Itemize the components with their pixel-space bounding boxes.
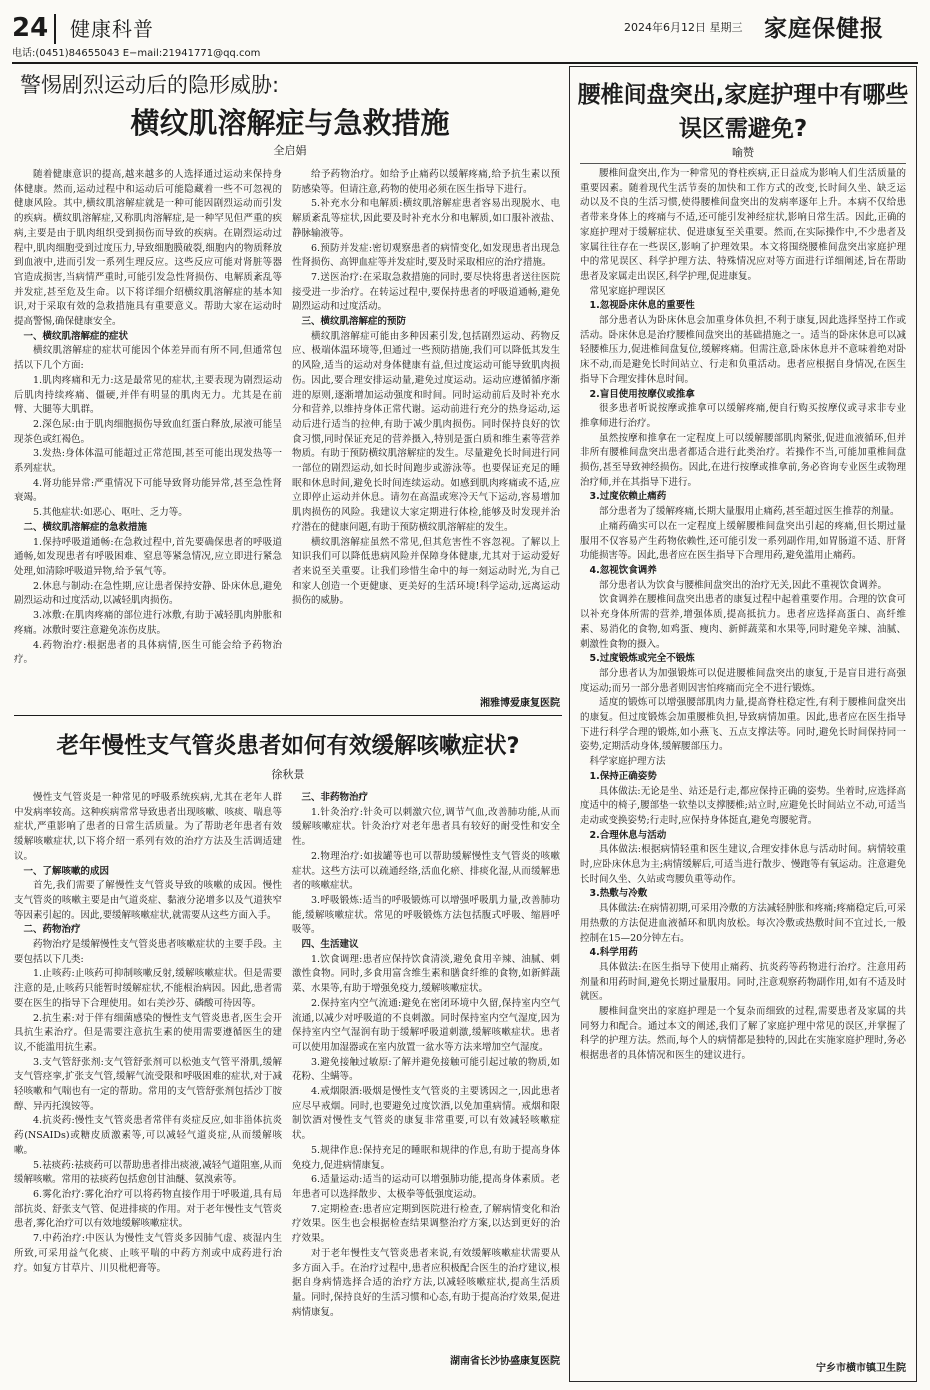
paragraph: 随着健康意识的提高,越来越多的人选择通过运动来保持身体健康。然而,运动过程中和运动后可能隐藏着一些不可忽视的健康风险。其中,横纹肌溶解症就是一种可能因剧烈运动而引发的疾病。横纹肌溶解症,又称肌肉溶解症,是一种罕见但严重的疾病,主要是由于肌肉组织受到损伤而导致的疾病。在剧烈运动过程中,肌肉细胞受到过度压力,导致细胞膜破裂,细胞内的物质释放到血液中,进而引发一系列生理反应。这些反应可能对肾脏等器官造成损害,当病情严重时,可能引发急性肾损伤、电解质紊乱等并发症,甚至危及生命。以下将详细介绍横纹肌溶解症的基本知识,对于采取有效的急救措施具有重要意义。帮助大家在运动时提高警惕,确保健康安全。 <box>14 169 282 328</box>
article1-author: 全启娟 <box>273 144 307 157</box>
paragraph: 6.适量运动:适当的运动可以增强肺功能,提高身体素质。老年患者可以选择散步、太极拳等低强度运动。 <box>292 1174 560 1200</box>
article3-title: 腰椎间盘突出,家庭护理中有哪些误区需避免? <box>577 82 909 142</box>
paragraph: 1.保持呼吸道通畅:在急救过程中,首先要确保患者的呼吸道通畅,如发现患者有呼吸困难、窒息等紧急情况,应立即进行紧急处理,如清除呼吸道异物,给予氧气等。 <box>14 536 282 577</box>
section-name: 健康科普 <box>70 17 154 41</box>
paper-name: 家庭保健报 <box>764 16 884 42</box>
section-heading: 2.合理休息与活动 <box>589 829 667 841</box>
paragraph: 1.止咳药:止咳药可抑制咳嗽反射,缓解咳嗽症状。但是需要注意的是,止咳药只能暂时缓解症状,不能根治病因。因此,患者需要在医生的指导下合理使用。如右美沙芬、磷酸可待因等。 <box>14 968 282 1009</box>
paragraph: 饮食调养在腰椎间盘突出患者的康复过程中起着重要作用。合理的饮食可以补充身体所需的营养,增强体质,提高抵抗力。患者应选择高蛋白、高纤维素、易消化的食物,如鸡蛋、瘦肉、新鲜蔬菜和水果等,同时避免辛辣、油腻、刺激性食物的摄入。 <box>580 594 906 650</box>
masthead-divider <box>54 14 56 44</box>
paragraph: 5.规律作息:保持充足的睡眠和规律的作息,有助于提高身体免疫力,促进病情康复。 <box>292 1144 560 1171</box>
section-heading: 二、药物治疗 <box>23 924 81 936</box>
paragraph: 1.饮食调理:患者应保持饮食清淡,避免食用辛辣、油腻、刺激性食物。同时,多食用富含维生素和膳食纤维的食物,如新鲜蔬菜、水果等,有助于增强免疫力,缓解咳嗽症状。 <box>292 953 560 995</box>
paragraph: 6.预防并发症:密切观察患者的病情变化,如发现患者出现急性肾损伤、高钾血症等并发症时,要及时采取相应的治疗措施。 <box>292 242 560 269</box>
paragraph: 6.雾化治疗:雾化治疗可以将药物直接作用于呼吸道,具有局部抗炎、舒张支气管、促进排痰的作用。对于老年慢性支气管炎患者,雾化治疗可以有效地缓解咳嗽症状。 <box>14 1188 282 1230</box>
paragraph: 首先,我们需要了解慢性支气管炎导致的咳嗽的成因。慢性支气管炎的咳嗽主要是由气道炎症、黏液分泌增多以及气道狭窄等因素引起的。因此,要缓解咳嗽症状,就需要从这些方面入手。 <box>14 880 282 921</box>
paragraph: 常见家庭护理误区 <box>589 285 666 297</box>
paragraph: 4.抗炎药:慢性支气管炎患者常伴有炎症反应,如非甾体抗炎药(NSAIDs)或糖皮质激素等,可以减轻气道炎症,从而缓解咳嗽。 <box>14 1115 282 1156</box>
paragraph: 3.呼吸锻炼:适当的呼吸锻炼可以增强呼吸肌力量,改善肺功能,缓解咳嗽症状。常见的呼吸锻炼方法包括腹式呼吸、缩唇呼吸等。 <box>292 894 560 936</box>
paragraph: 2.保持室内空气流通:避免在密闭环境中久留,保持室内空气流通,以减少对呼吸道的不良刺激。同时保持室内空气湿度,因为保持室内空气湿润有助于缓解呼吸道刺激,缓解咳嗽症状。患者可以使用加湿器或在室内放置一盆水等方法来增加空气湿度。 <box>292 997 560 1053</box>
paragraph: 7.中药治疗:中医认为慢性支气管炎多因肺气虚、痰湿内生所致,可采用益气化痰、止咳平喘的中药方剂或中成药进行治疗。如复方甘草片、川贝枇杷膏等。 <box>14 1233 282 1274</box>
article2-author: 徐秋景 <box>271 768 305 781</box>
section-heading: 1.保持正确姿势 <box>589 770 657 782</box>
paragraph: 横纹肌溶解症的症状可能因个体差异而有所不同,但通常包括以下几个方面: <box>14 345 282 372</box>
section-heading: 3.热敷与冷敷 <box>589 888 648 900</box>
article1-column-2 <box>292 168 560 708</box>
paragraph: 4.药物治疗:根据患者的具体病情,医生可能会给予药物治疗。 <box>14 639 282 666</box>
article1-title: 横纹肌溶解症与急救措施 <box>130 106 450 140</box>
paragraph: 7.定期检查:患者应定期到医院进行检查,了解病情变化和治疗效果。医生也会根据检查结果调整治疗方案,以达到更好的治疗效果。 <box>292 1203 560 1245</box>
section-heading: 2.盲目使用按摩仪或推拿 <box>589 388 695 400</box>
article1-kicker: 警惕剧烈运动后的隐形威胁: <box>20 73 280 97</box>
paragraph: 部分患者认为饮食与腰椎间盘突出的治疗无关,因此不重视饮食调养。 <box>599 579 888 591</box>
paragraph: 腰椎间盘突出的家庭护理是一个复杂而细致的过程,需要患者及家属的共同努力和配合。通过本文的阐述,我们了解了家庭护理中常见的误区,并掌握了科学的护理方法。然而,每个人的病情都是独特的,因此在实施家庭护理时,务必根据患者的具体情况和医生的建议进行。 <box>580 1006 906 1062</box>
paragraph: 具体做法:无论是坐、站还是行走,都应保持正确的姿势。坐着时,应选择高度适中的椅子,腰部垫一软垫以支撑腰椎;站立时,应避免长时间站立不动,可适当走动或变换姿势;行走时,应保持身体挺直,避免弯腰驼背。 <box>580 785 906 826</box>
paragraph: 7.送医治疗:在采取急救措施的同时,要尽快将患者送往医院接受进一步治疗。在转运过程中,要保持患者的呼吸道通畅,避免剧烈运动和过度活动。 <box>292 271 560 313</box>
page-number: 24 <box>12 13 49 43</box>
paragraph: 给予药物治疗。如给予止痛药以缓解疼痛,给予抗生素以预防感染等。但请注意,药物的使用必须在医生指导下进行。 <box>292 169 560 195</box>
paragraph: 具体做法:在医生指导下使用止痛药、抗炎药等药物进行治疗。注意用药剂量和用药时间,避免长期过量服用。同时,注意观察药物副作用,如有不适及时就医。 <box>580 961 906 1003</box>
article2-source: 湖南省长沙协盛康复医院 <box>450 1356 560 1367</box>
paragraph: 具体做法:在病情初期,可采用冷敷的方法减轻肿胀和疼痛;疼痛稳定后,可采用热敷的方法促进血液循环和肌肉放松。每次冷敷或热敷时间不宜过长,一般控制在15—20分钟左右。 <box>580 903 906 944</box>
paragraph: 药物治疗是缓解慢性支气管炎患者咳嗽症状的主要手段。主要包括以下几类: <box>14 939 282 965</box>
section-heading: 3.过度依赖止痛药 <box>589 491 667 503</box>
article2-column-1 <box>14 791 282 1373</box>
issue-date: 2024年6月12日 星期三 <box>624 21 743 34</box>
paragraph: 5.祛痰药:祛痰药可以帮助患者排出痰液,减轻气道阻塞,从而缓解咳嗽。常用的祛痰药包括愈创甘油醚、氨溴索等。 <box>14 1159 282 1186</box>
paragraph: 部分患者认为加强锻炼可以促进腰椎间盘突出的康复,于是盲目进行高强度运动;而另一部分患者则因害怕疼痛而完全不进行锻炼。 <box>580 667 906 694</box>
article3-body <box>580 167 906 1360</box>
paragraph: 1.肌肉疼痛和无力:这是最常见的症状,主要表现为剧烈运动后肌肉持续疼痛、僵硬,并伴有明显的肌肉无力。尤其是在前臂、大腿等大肌群。 <box>14 374 282 416</box>
article2-title: 老年慢性支气管炎患者如何有效缓解咳嗽症状? <box>56 733 520 759</box>
section-heading: 一、横纹肌溶解症的症状 <box>23 330 129 342</box>
paragraph: 3.冰敷:在肌肉疼痛的部位进行冰敷,有助于减轻肌肉肿胀和疼痛。冰敷时要注意避免冻伤皮肤。 <box>14 610 282 636</box>
paragraph: 适度的锻炼可以增强腰部肌肉力量,提高脊柱稳定性,有利于腰椎间盘突出的康复。但过度锻炼会加重腰椎负担,导致病情加重。因此,患者应在医生指导下进行科学合理的锻炼,如小燕飞、五点支撑法等。同时,避免长时间保持同一姿势,定期活动身体,缓解腰部压力。 <box>580 697 906 753</box>
paragraph: 2.休息与制动:在急性期,应让患者保持安静、卧床休息,避免剧烈运动和过度活动,以减轻肌肉损伤。 <box>14 580 282 607</box>
article-divider <box>14 715 562 716</box>
section-heading: 4.科学用药 <box>589 947 638 959</box>
section-heading: 二、横纹肌溶解症的急救措施 <box>23 521 148 533</box>
paragraph: 5.其他症状:如恶心、呕吐、乏力等。 <box>33 507 188 519</box>
paragraph: 1.针灸治疗:针灸可以刺激穴位,调节气血,改善肺功能,从而缓解咳嗽症状。针灸治疗对老年患者具有较好的耐受性和安全性。 <box>292 806 560 848</box>
section-heading: 一、了解咳嗽的成因 <box>23 865 110 877</box>
paragraph: 腰椎间盘突出,作为一种常见的脊柱疾病,正日益成为影响人们生活质量的重要因素。随着现代生活节奏的加快和工作方式的改变,长时间久坐、缺乏运动以及不良的生活习惯,使得腰椎间盘突出的发病率逐年上升。本病不仅给患者带来身体上的疼痛与不适,还可能引发神经症状,影响日常生活。因此,正确的家庭护理对于缓解症状、促进康复至关重要。然而,在实际操作中,不少患者及家属往往存在一些误区,影响了护理效果。本文将围绕腰椎间盘突出家庭护理中的常见误区、科学护理方法、特殊情况应对等方面进行详细阐述,旨在帮助患者及家属走出误区,科学护理,促进康复。 <box>580 168 906 282</box>
section-heading: 1.忽视卧床休息的重要性 <box>589 300 695 312</box>
section-heading: 三、横纹肌溶解症的预防 <box>301 316 407 328</box>
section-heading: 4.忽视饮食调养 <box>589 564 657 576</box>
article3-source: 宁乡市横市镇卫生院 <box>816 1363 906 1374</box>
paragraph: 4.戒烟限酒:吸烟是慢性支气管炎的主要诱因之一,因此患者应尽早戒烟。同时,也要避免过度饮酒,以免加重病情。戒烟和限制饮酒对慢性支气管炎的康复非常重要,可以有效减轻咳嗽症状。 <box>292 1086 560 1142</box>
section-heading: 5.过度锻炼或完全不锻炼 <box>589 653 695 665</box>
paragraph: 3.发热:身体体温可能超过正常范围,甚至可能出现发热等一系列症状。 <box>14 448 282 475</box>
masthead-rule <box>12 62 918 64</box>
article3-author: 喻赞 <box>732 146 754 159</box>
paragraph: 2.深色尿:由于肌肉细胞损伤导致血红蛋白释放,尿液可能呈现茶色或红褐色。 <box>14 418 282 445</box>
paragraph: 很多患者听说按摩或推拿可以缓解疼痛,便自行购买按摩仪或寻求非专业推拿师进行治疗。 <box>580 403 906 429</box>
article1-source: 湘雅博爱康复医院 <box>480 698 560 709</box>
paragraph: 科学家庭护理方法 <box>589 756 666 768</box>
paragraph: 横纹肌溶解症虽然不常见,但其危害性不容忽视。了解以上知识我们可以降低患病风险并保障身体健康,尤其对于运动爱好者来说至关重要。让我们珍惜生命中的每一刻运动时光,为自己和家人创造一个更健康、更美好的生活环境!科学运动,远离运动损伤的威胁。 <box>292 536 560 607</box>
paragraph: 部分患者为了缓解疼痛,长期大量服用止痛药,甚至超过医生推荐的剂量。 <box>599 506 900 518</box>
paragraph: 虽然按摩和推拿在一定程度上可以缓解腰部肌肉紧张,促进血液循环,但并非所有腰椎间盘突出患者都适合进行此类治疗。若操作不当,可能加重椎间盘损伤,甚至导致神经损伤。因此,在进行按摩或推拿前,务必咨询专业医生或物理治疗师,并在其指导下进行。 <box>580 432 906 488</box>
section-heading: 三、非药物治疗 <box>301 792 369 803</box>
paragraph: 慢性支气管炎是一种常见的呼吸系统疾病,尤其在老年人群中发病率较高。这种疾病常常导致患者出现咳嗽、咳痰、喘息等症状,严重影响了患者的日常生活质量。为了帮助老年患者有效缓解咳嗽症状,以下将介绍一系列有效的治疗方法及生活调适建议。 <box>14 792 282 862</box>
paragraph: 部分患者认为卧床休息会加重身体负担,不利于康复,因此选择坚持工作或活动。卧床休息是治疗腰椎间盘突出的基础措施之一。适当的卧床休息可以减轻腰椎压力,促进椎间盘复位,缓解疼痛。但需注意,卧床休息并不意味着绝对卧床不动,而是避免长时间站立、行走和负重活动。患者应根据自身情况,在医生指导下合理安排休息时间。 <box>580 315 906 385</box>
paragraph: 横纹肌溶解症可能由多种因素引发,包括剧烈运动、药物反应、极端体温环境等,但通过一些预防措施,我们可以降低其发生的风险,适当的运动对身体健康有益,但过度运动可能导致肌肉损伤。因此,要合理安排运动量,避免过度运动。运动应遵循循序渐进的原则,逐渐增加运动强度和时间。同时运动前后及时补充水分和营养,以维持身体正常代谢。运动前进行充分的热身运动,运动后进行适当的拉伸,有助于减少肌肉损伤。同时保持良好的饮食习惯,同时保证充足的营养摄入,特别是蛋白质和维生素等营养物质。有助于预防横纹肌溶解症的发生。尽量避免长时间进行同一部位的剧烈运动,如长时间跑步或游泳等。也要保证充足的睡眠和休息时间,避免长时间连续运动。如感到肌肉疼痛或不适,应立即停止运动并休息。请勿在高温或寒冷天气下运动,容易增加肌肉损伤的风险。我建议大家定期进行体检,能够及时发现并治疗潜在的健康问题,有助于预防横纹肌溶解症的发生。 <box>292 330 560 533</box>
paragraph: 2.抗生素:对于伴有细菌感染的慢性支气管炎患者,医生会开具抗生素治疗。但是需要注意抗生素的使用需要遵循医生的建议,不能滥用抗生素。 <box>14 1012 282 1053</box>
paragraph: 对于老年慢性支气管炎患者来说,有效缓解咳嗽症状需要从多方面入手。在治疗过程中,患者应积极配合医生的治疗建议,根据自身病情选择合适的治疗方法,以减轻咳嗽症状,提高生活质量。同时,保持良好的生活习惯和心态,有助于提高治疗效果,促进病情康复。 <box>292 1247 560 1318</box>
paragraph: 具体做法:根据病情轻重和医生建议,合理安排休息与活动时间。病情较重时,应卧床休息为主;病情缓解后,可适当进行散步、慢跑等有氧运动。注意避免长时间久坐、久站或弯腰负重等动作。 <box>580 844 906 885</box>
article3-title-rule <box>580 163 906 164</box>
paragraph: 5.补充水分和电解质:横纹肌溶解症患者容易出现脱水、电解质紊乱等症状,因此要及时补充水分和电解质,如口服补液盐、静脉输液等。 <box>292 198 560 239</box>
article1-column-1 <box>14 168 282 708</box>
paragraph: 2.物理治疗:如拔罐等也可以帮助缓解慢性支气管炎的咳嗽症状。这些方法可以疏通经络,活血化瘀、排痰化湿,从而缓解患者的咳嗽症状。 <box>292 850 560 892</box>
section-heading: 四、生活建议 <box>301 939 359 951</box>
paragraph: 止痛药确实可以在一定程度上缓解腰椎间盘突出引起的疼痛,但长期过量服用不仅容易产生药物依赖性,还可能引发一系列副作用,如胃肠道不适、肝肾功能损害等。因此,患者应在医生指导下合理用药,避免滥用止痛药。 <box>580 520 906 562</box>
article2-column-2 <box>292 791 560 1353</box>
contact-line: 电话:(0451)84655043 E−mail:21941771@qq.com <box>12 48 261 59</box>
paragraph: 3.避免接触过敏原:了解并避免接触可能引起过敏的物质,如花粉、尘螨等。 <box>292 1056 560 1083</box>
paragraph: 3.支气管舒张剂:支气管舒张剂可以松弛支气管平滑肌,缓解支气管痉挛,扩张支气管,缓解气流受限和呼吸困难的症状,对于减轻咳嗽和气喘也有一定的帮助。常用的支气管舒张剂包括沙丁胺醇、异丙托溴铵等。 <box>14 1056 282 1112</box>
paragraph: 4.肾功能异常:严重情况下可能导致肾功能异常,甚至急性肾衰竭。 <box>14 477 282 504</box>
